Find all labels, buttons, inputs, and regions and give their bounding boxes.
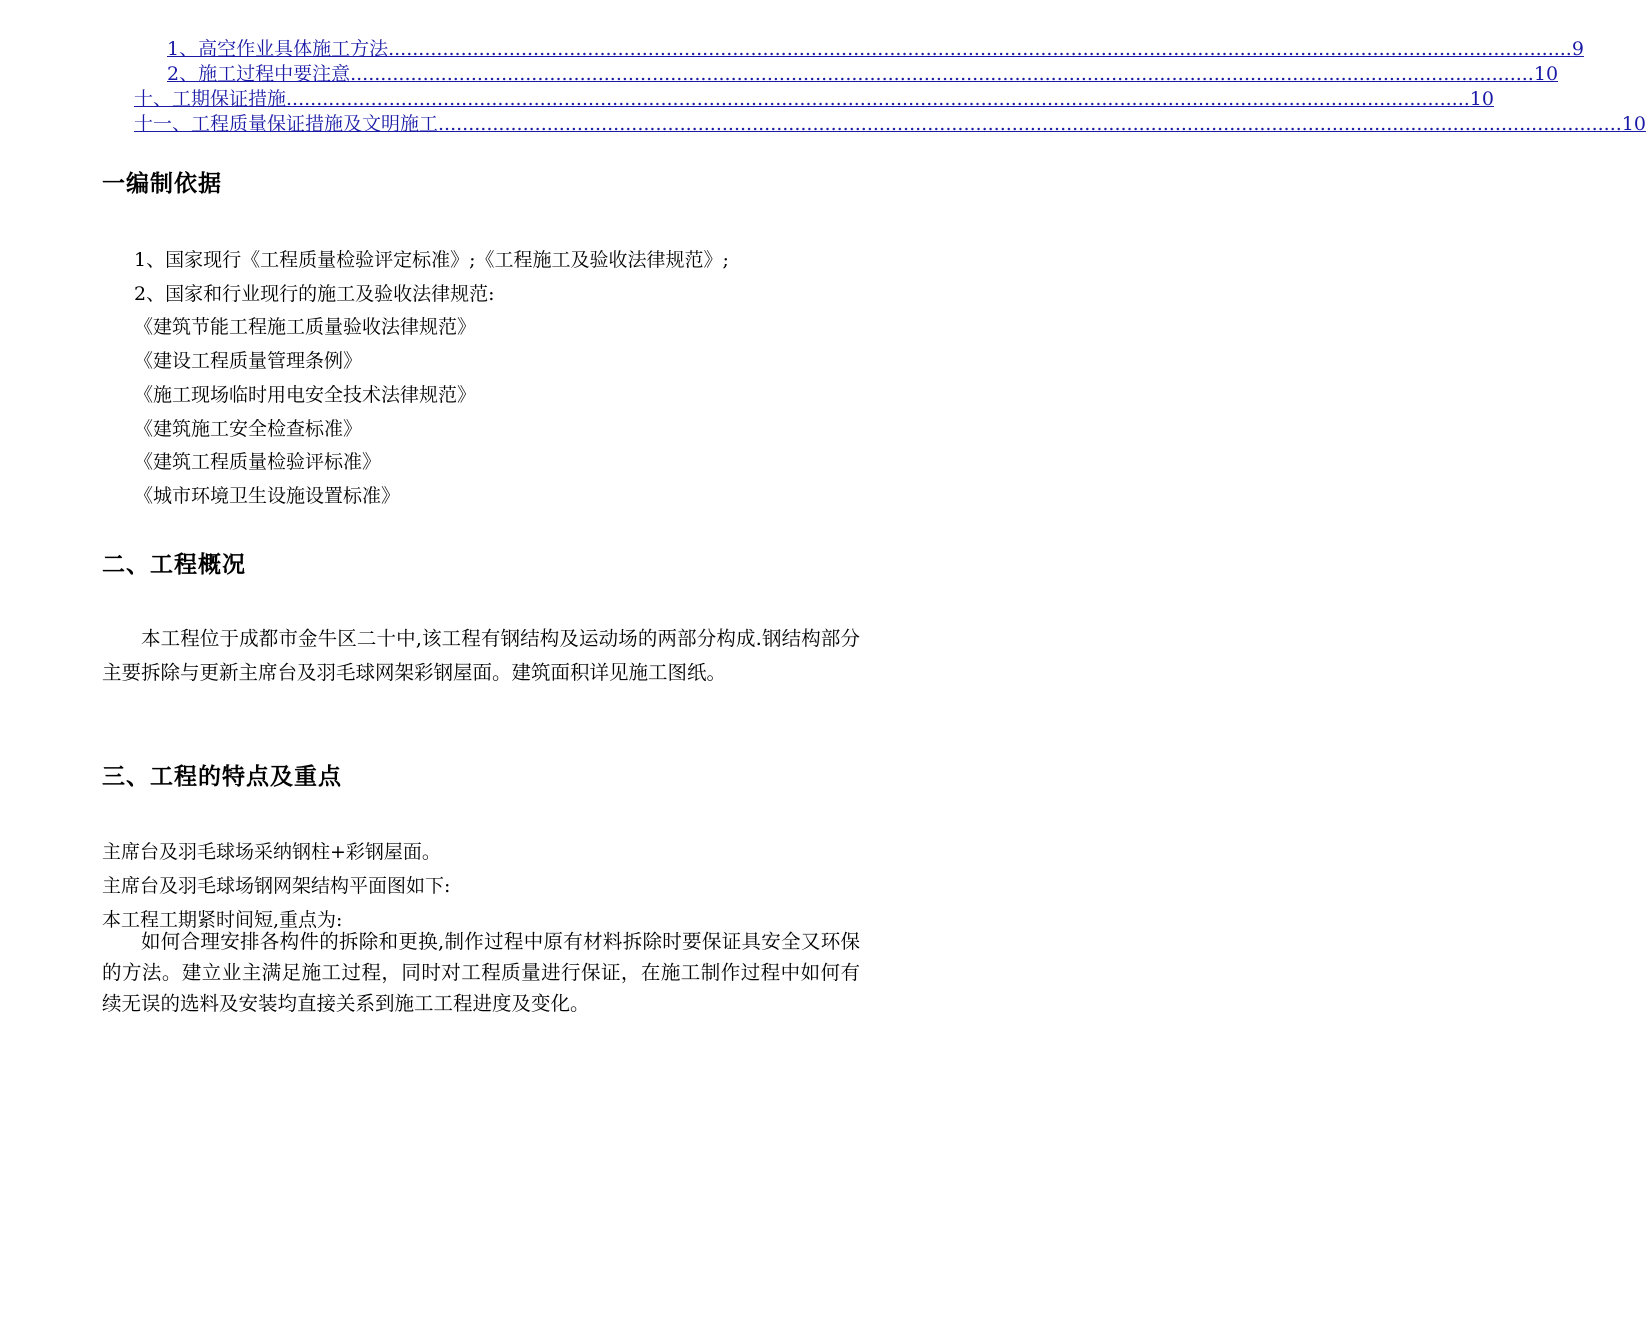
basis-item: 《施工现场临时用电安全技术法律规范》 [134,384,477,406]
toc-entry-title: 1、高空作业具体施工方法 [167,38,389,60]
toc-entry-title: 十一、工程质量保证措施及文明施工 [134,113,439,135]
basis-item: 2、国家和行业现行的施工及验收法律规范: [134,283,495,305]
overview-paragraph: 本工程位于成都市金牛区二十中,该工程有钢结构及运动场的两部分构成.钢结构部分主要拆除与更新主席台及羽毛球网架彩钢屋面。建筑面积详见施工图纸。 [102,627,860,684]
basis-item: 《城市环境卫生设施设置标准》 [134,485,401,507]
toc-entry[interactable] [167,37,1584,61]
toc-entry-title: 2、施工过程中要注意 [167,63,351,85]
toc-entry-page: 10 [1469,88,1494,110]
toc-entry-page: 9 [1571,38,1584,60]
toc-leader-dots: .................................................................................................................................................................................................... [286,88,1470,110]
toc-leader-dots: .................................................................................................................................................................................................... [388,38,1572,60]
basis-item: 《建设工程质量管理条例》 [134,350,363,372]
feature-line: 主席台及羽毛球场钢网架结构平面图如下: [102,875,451,897]
basis-item: 《建筑节能工程施工质量验收法律规范》 [134,316,477,338]
toc-entry-title: 十、工期保证措施 [134,88,287,110]
feature-line: 本工程工期紧时间短,重点为: [102,909,343,931]
toc-entry[interactable] [134,112,1646,136]
toc-entry-page: 10 [1621,113,1646,135]
basis-item: 《建筑施工安全检查标准》 [134,418,363,440]
basis-item: 《建筑工程质量检验评标准》 [134,451,382,473]
section-heading: 一编制依据 [102,171,222,197]
basis-item: 1、国家现行《工程质量检验评定标准》;《工程施工及验收法律规范》; [134,249,729,271]
key-points-paragraph: 如何合理安排各构件的拆除和更换,制作过程中原有材料拆除时要保证具安全又环保的方法。建立业主满足施工过程，同时对工程质量进行保证，在施工制作过程中如何有续无误的选料及安装均直接关系到施工工程进度及变化。 [102,930,860,1015]
feature-line: 主席台及羽毛球场采纳钢柱+彩钢屋面。 [102,841,441,863]
toc-leader-dots: .................................................................................................................................................................................................... [350,63,1534,85]
toc-leader-dots: .................................................................................................................................................................................................... [438,113,1622,135]
toc-entry[interactable] [134,87,1494,111]
toc-entry[interactable] [167,62,1559,86]
toc-entry-page: 10 [1533,63,1559,85]
section-heading: 二、工程概况 [102,552,246,578]
section-heading: 三、工程的特点及重点 [102,764,342,790]
